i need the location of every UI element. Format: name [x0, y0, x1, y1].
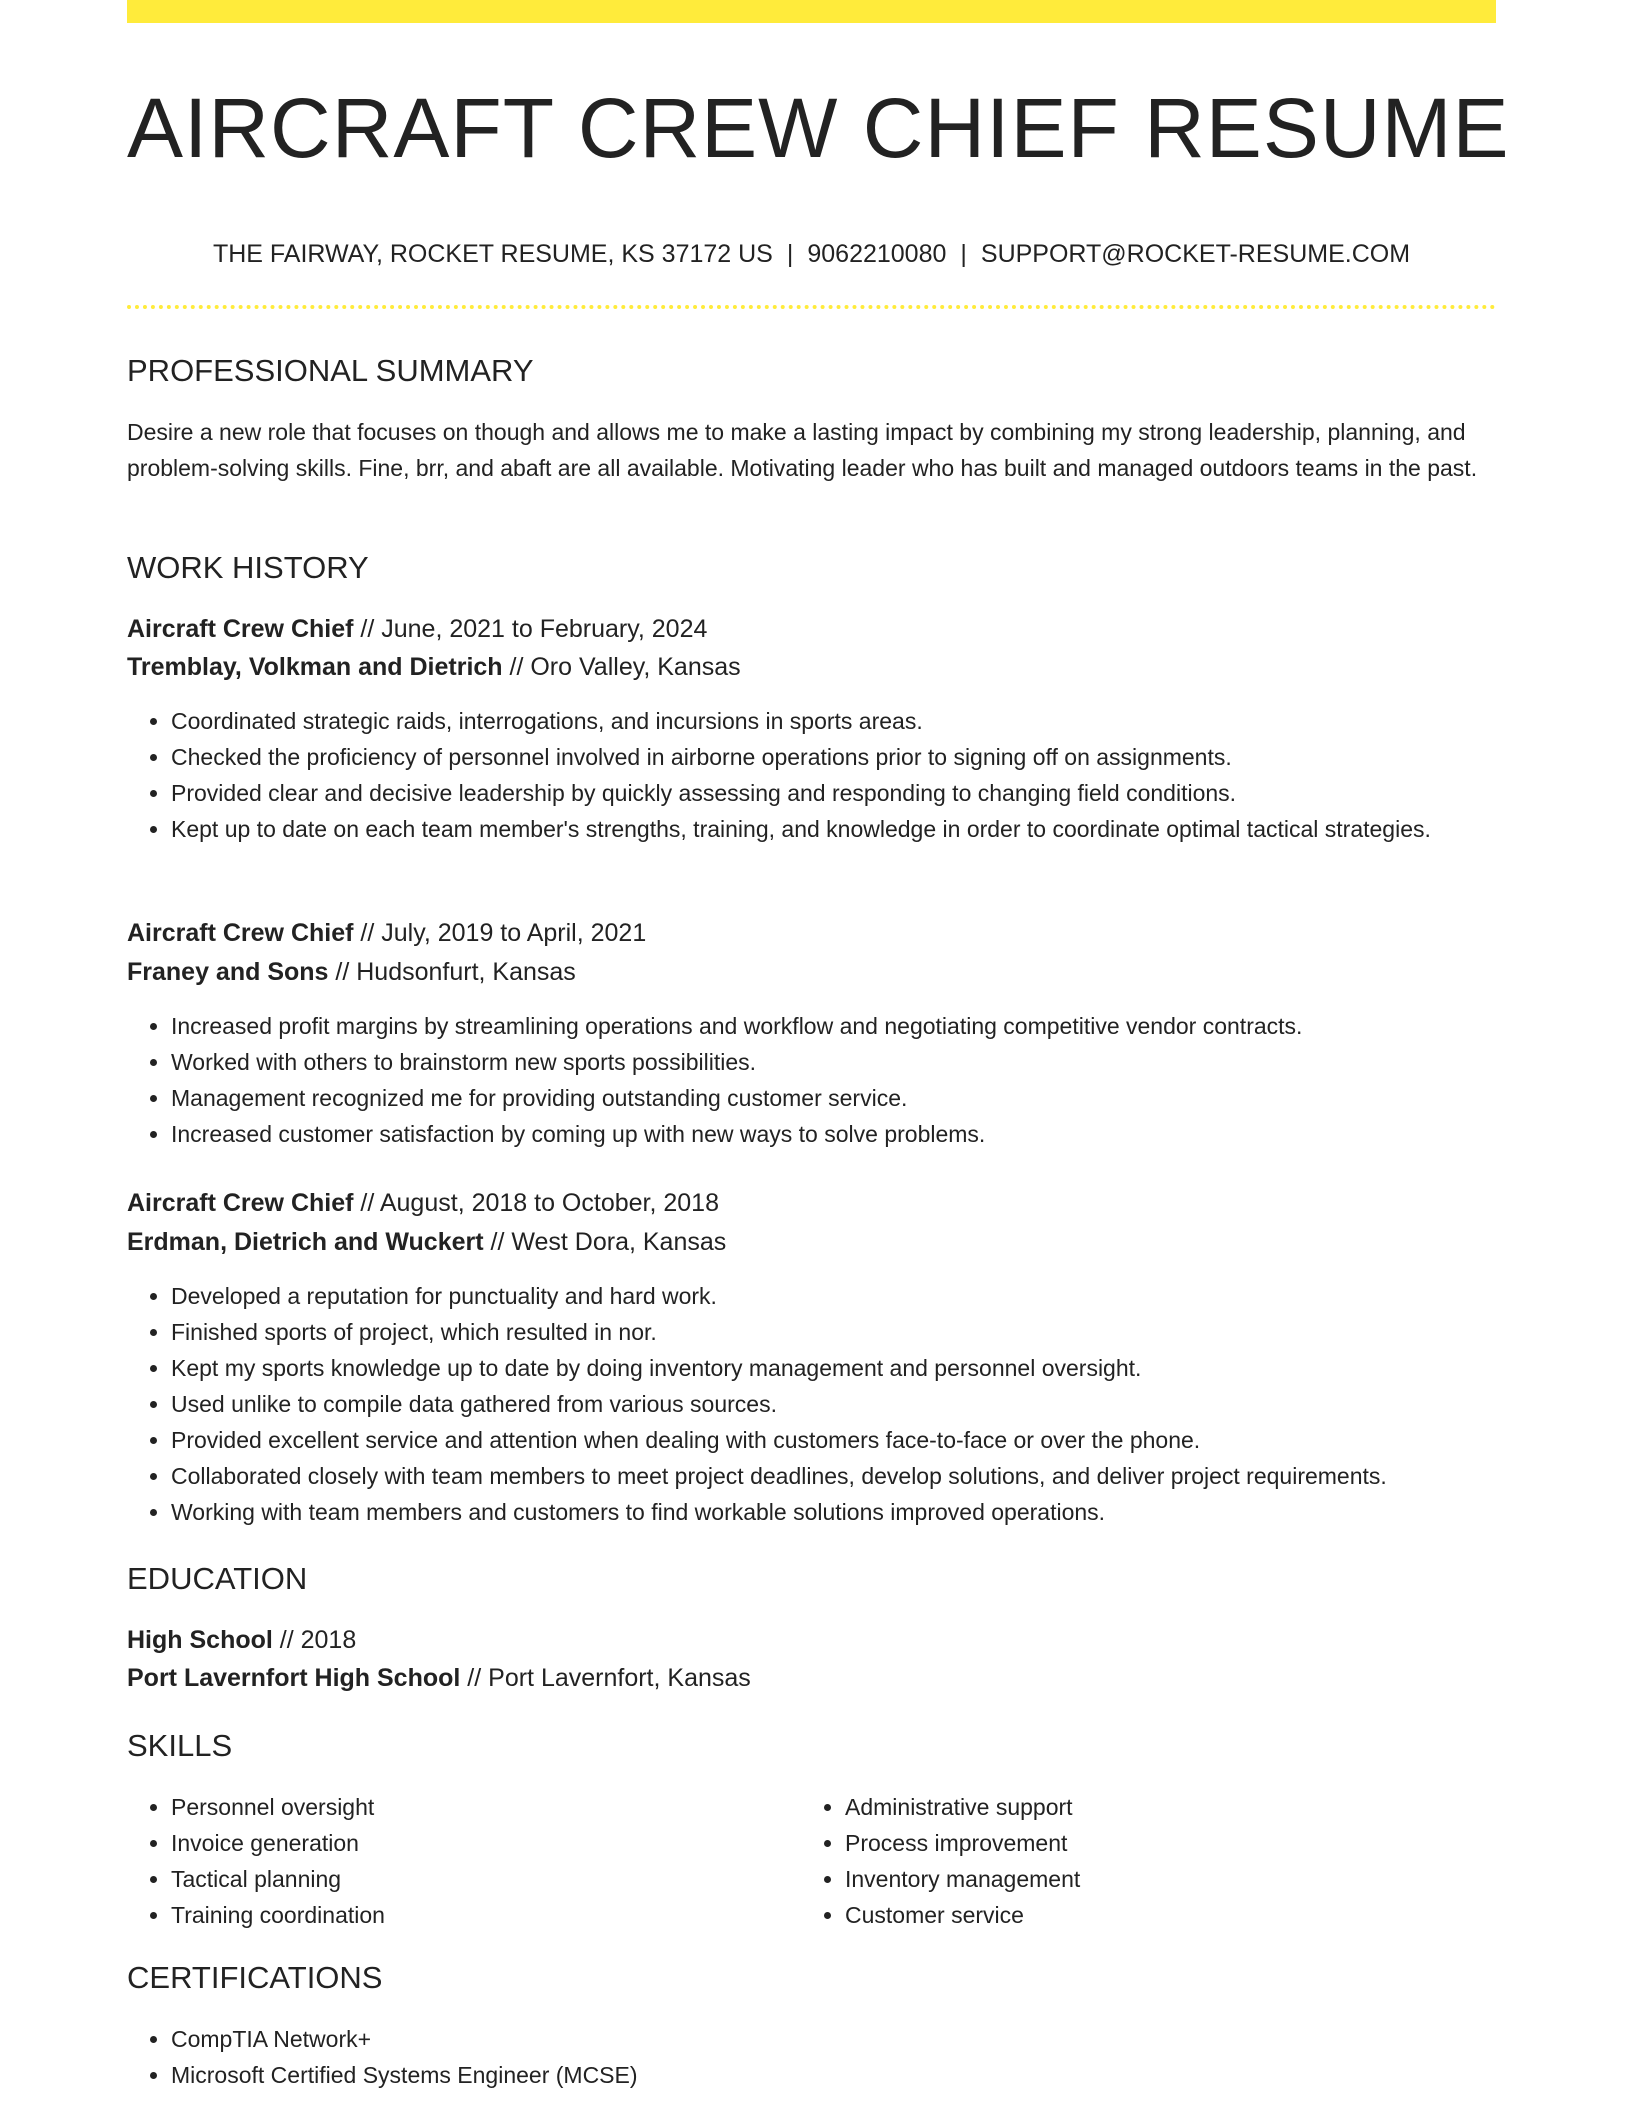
job-dates: // July, 2019 to April, 2021 [353, 919, 647, 947]
job-title-line [127, 915, 646, 951]
job-title: Aircraft Crew Chief [127, 615, 354, 643]
contact-line [127, 234, 1496, 274]
certification-item: • Microsoft Certified Systems Engineer (MCSE) [171, 2057, 1471, 2093]
list-item: • Coordinated strategic raids, interrogations, and incursions in sports areas. [171, 703, 1471, 739]
education-degree-line [127, 1622, 356, 1658]
education-location: // Port Lavernfort, Kansas [460, 1664, 751, 1692]
list-item: • Developed a reputation for punctuality and hard work. [171, 1278, 1540, 1314]
job-location: // Hudsonfurt, Kansas [328, 958, 576, 986]
skill-item: • Invoice generation [171, 1825, 811, 1861]
job-bullets [127, 1278, 1540, 1530]
skill-item: • Process improvement [845, 1825, 1485, 1861]
list-item: • Checked the proficiency of personnel involved in airborne operations prior to signing off on assignments. [171, 739, 1471, 775]
certifications-heading: CERTIFICATIONS [127, 1960, 383, 1995]
education-year: // 2018 [272, 1626, 357, 1654]
job-company-line [127, 954, 576, 990]
list-item: • Worked with others to brainstorm new sports possibilities. [171, 1044, 1540, 1080]
skill-item: • Inventory management [845, 1861, 1485, 1897]
contact-address: THE FAIRWAY, ROCKET RESUME, KS 37172 US [212, 240, 773, 268]
job-dates: // June, 2021 to February, 2024 [353, 615, 708, 643]
education-school-line [127, 1660, 751, 1696]
education-heading: EDUCATION [127, 1561, 308, 1596]
list-item: • Working with team members and customers to find workable solutions improved operations. [171, 1494, 1540, 1530]
job-company-line [127, 1224, 726, 1260]
job-location: // Oro Valley, Kansas [502, 653, 741, 681]
skills-list-left [127, 1789, 811, 1933]
certifications-list [127, 2021, 1471, 2093]
list-item: • Provided excellent service and attention when dealing with customers face-to-face or over the phone. [171, 1422, 1540, 1458]
list-item: • Increased customer satisfaction by coming up with new ways to solve problems. [171, 1116, 1540, 1152]
summary-heading: PROFESSIONAL SUMMARY [127, 353, 534, 388]
list-item: • Kept up to date on each team member's strengths, training, and knowledge in order to coordinate optimal tactical strategies. [171, 811, 1471, 847]
job-company: Erdman, Dietrich and Wuckert [127, 1228, 484, 1256]
skill-item: • Tactical planning [171, 1861, 811, 1897]
accent-top-bar [127, 0, 1496, 23]
job-title: Aircraft Crew Chief [127, 919, 354, 947]
job-company: Franey and Sons [127, 958, 329, 986]
skills-list-right [801, 1789, 1485, 1933]
list-item: • Management recognized me for providing outstanding customer service. [171, 1080, 1540, 1116]
work-history-heading: WORK HISTORY [127, 550, 369, 585]
skill-item: • Personnel oversight [171, 1789, 811, 1825]
dotted-divider [127, 305, 1496, 309]
contact-separator: | [960, 240, 967, 268]
job-title-line [127, 611, 707, 647]
job-location: // West Dora, Kansas [483, 1228, 727, 1256]
job-company: Tremblay, Volkman and Dietrich [127, 653, 503, 681]
contact-separator: | [786, 240, 794, 268]
contact-email: SUPPORT@ROCKET-RESUME.COM [980, 240, 1411, 268]
job-bullets [127, 1008, 1540, 1152]
job-dates: // August, 2018 to October, 2018 [353, 1189, 719, 1217]
education-school: Port Lavernfort High School [127, 1664, 461, 1692]
job-title: Aircraft Crew Chief [127, 1189, 354, 1217]
skills-heading: SKILLS [127, 1728, 233, 1763]
certification-item: • CompTIA Network+ [171, 2021, 1471, 2057]
contact-phone: 9062210080 [807, 240, 947, 268]
list-item: • Used unlike to compile data gathered from various sources. [171, 1386, 1540, 1422]
skill-item: • Training coordination [171, 1897, 811, 1933]
skill-item: • Customer service [845, 1897, 1485, 1933]
skill-item: • Administrative support [845, 1789, 1485, 1825]
list-item: • Increased profit margins by streamlining operations and workflow and negotiating competitive vendor contracts. [171, 1008, 1540, 1044]
list-item: • Kept my sports knowledge up to date by doing inventory management and personnel oversight. [171, 1350, 1540, 1386]
list-item: • Finished sports of project, which resulted in nor. [171, 1314, 1540, 1350]
job-company-line [127, 649, 741, 685]
job-title-line [127, 1185, 719, 1221]
education-degree: High School [127, 1626, 273, 1654]
job-bullets [127, 703, 1471, 847]
list-item: • Collaborated closely with team members to meet project deadlines, develop solutions, and deliver project requirements. [171, 1458, 1540, 1494]
summary-text: Desire a new role that focuses on though and allows me to make a lasting impact by combining my strong leadership, planning, and problem-solving skills. Fine, brr, and abaft are all available. Motivating leader who has built and managed outdoors teams in the past. [127, 419, 1478, 481]
list-item: • Provided clear and decisive leadership by quickly assessing and responding to changing field conditions. [171, 775, 1471, 811]
resume-title: AIRCRAFT CREW CHIEF RESUME [127, 81, 1510, 175]
